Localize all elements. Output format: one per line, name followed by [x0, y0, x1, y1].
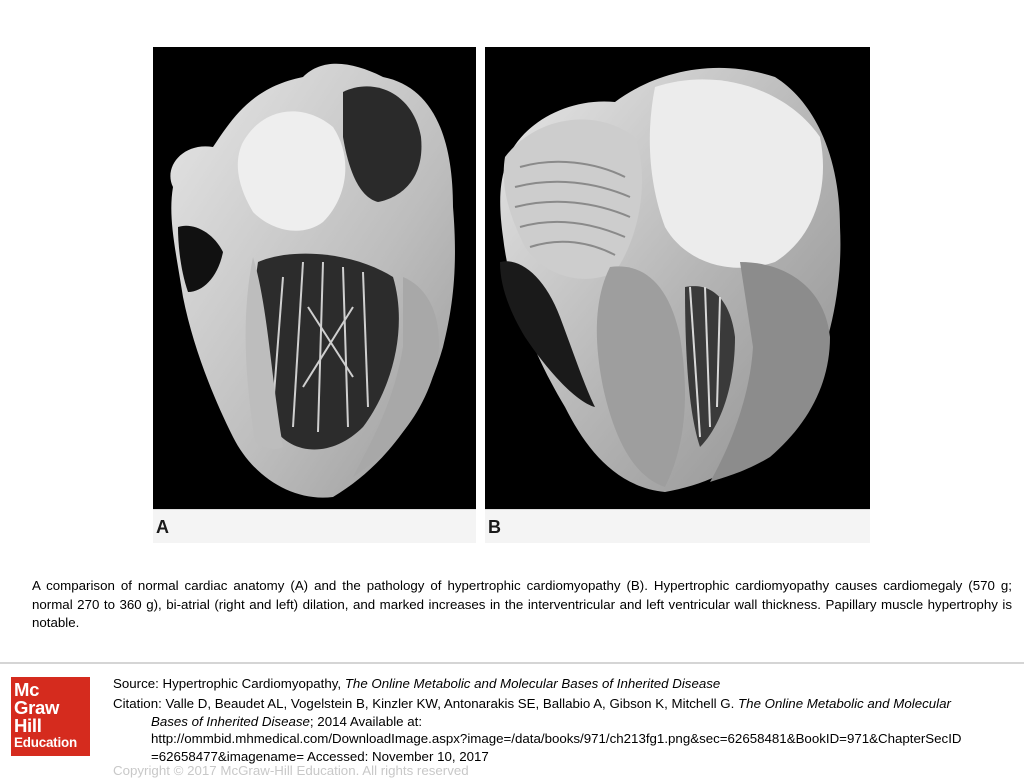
source-line [113, 675, 720, 692]
source-prefix: Source: Hypertrophic Cardiomyopathy, [113, 676, 345, 691]
logo-line-graw: Graw [14, 697, 60, 718]
citation-url-line-1[interactable]: http://ommbid.mhmedical.com/DownloadImage.aspx?image=/data/books/971/ch213fg1.png&sec=62658481&BookID=971&ChapterSecID [151, 731, 962, 746]
mcgraw-hill-education-logo [11, 677, 90, 756]
normal-heart-illustration [153, 47, 476, 509]
copyright-notice: Copyright © 2017 McGraw-Hill Education. All rights reserved [113, 763, 469, 778]
logo-line-hill: Hill [14, 715, 42, 736]
citation-year-available: ; 2014 Available at: [309, 713, 423, 729]
hypertrophic-heart-illustration [485, 47, 870, 509]
citation-separator: . [730, 696, 739, 711]
panel-b-hypertrophic-heart-image [485, 47, 870, 509]
footer-divider [0, 662, 1024, 664]
figure-caption: A comparison of normal cardiac anatomy (A) and the pathology of hypertrophic cardiomyopathy (B). Hypertrophic cardiomyopathy causes cardiomegaly (570 g; normal 270 to 360 g), bi-atrial (right and left) dilation, and marked increases in the interventricular and left ventricular wall thickness. Papillary muscle hypertrophy is notable. [32, 578, 1012, 630]
citation-block [113, 695, 1018, 765]
source-book-title: The Online Metabolic and Molecular Bases of Inherited Disease [344, 676, 721, 691]
panel-a-normal-heart-image [153, 47, 476, 509]
citation-line-1 [113, 695, 1018, 713]
citation-title-part2: Bases of Inherited Disease [151, 713, 310, 729]
panel-b-label-strip [485, 509, 870, 543]
logo-line-education: Education [14, 735, 77, 750]
panel-a-label-strip [153, 509, 476, 543]
panel-b-label: B [488, 517, 501, 537]
citation-url-line-2[interactable]: =62658477&imagename= Accessed: November 10, 2017 [151, 748, 489, 764]
panel-a-label: A [156, 517, 169, 537]
logo-line-mc: Mc [14, 679, 40, 700]
citation-authors: Citation: Valle D, Beaudet AL, Vogelstein B, Kinzler KW, Antonarakis SE, Ballabio A, Gibson K, Mitchell G [113, 696, 731, 711]
citation-line-2 [113, 713, 1018, 731]
citation-title-part1: The Online Metabolic and Molecular [738, 696, 951, 711]
heart-comparison-figure [153, 47, 870, 542]
